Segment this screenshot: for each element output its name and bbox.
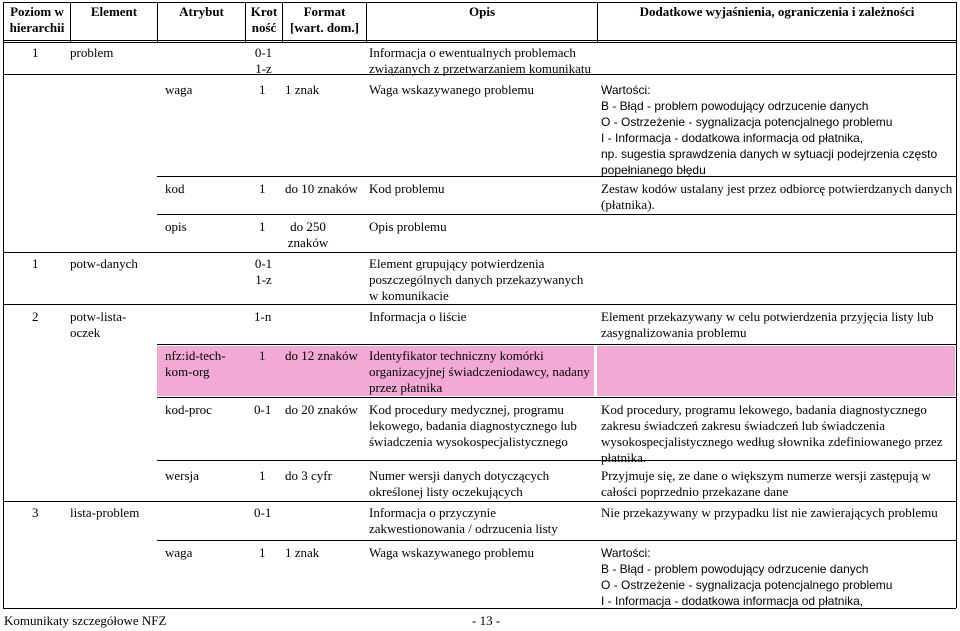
r1-kod-notes: Zestaw kodów ustalany jest przez odbiorcę potwierdzanych danych (płatnika). <box>601 181 953 212</box>
row2-level: 1 <box>32 256 39 271</box>
row1-element: problem <box>70 45 114 60</box>
header-separator <box>3 40 956 41</box>
header-description: Opis <box>468 4 495 19</box>
r4-waga-desc: Waga wskazywanego problemu <box>369 545 535 560</box>
r3-nfz-format: do 12 znaków <box>285 348 358 363</box>
r3-kodproc-format: do 20 znaków <box>285 402 358 417</box>
r3-nfz-attr: nfz:id-tech- kom-org <box>165 348 226 379</box>
r1-waga-notes: Wartości: B - Błąd - problem powodujący odrzucenie danych O - Ostrzeżenie - sygnalizacja potencjalnego problemu I - Informacja - dodatkowa informacja od płatnika, np. sugestia sprawdzenia danych w sytuacji podejrzenia często popełnianego błędu <box>601 83 938 177</box>
r1-kod-attr: kod <box>165 181 185 196</box>
row-line <box>3 501 956 502</box>
r3-wersja-notes: Przyjmuje się, ze dane o większym numerze wersji zastępują w całości poprzednio przekazane dane <box>601 468 931 499</box>
row1-desc: Informacja o ewentualnych problemach związanych z przetwarzaniem komunikatu <box>369 45 591 76</box>
header-level: Poziom w hierarchii <box>9 4 65 35</box>
row3-element: potw-lista- oczek <box>70 309 127 340</box>
row4-element: lista-problem <box>70 505 140 520</box>
row4-level: 3 <box>32 505 39 520</box>
row4-card: 0-1 <box>254 505 272 520</box>
row1-card: 0-1 1-z <box>254 45 273 76</box>
footer-left: Komunikaty szczegółowe NFZ <box>4 613 167 628</box>
r1-kod-card: 1 <box>259 181 266 196</box>
r1-opis-attr: opis <box>165 219 187 234</box>
header-notes: Dodatkowe wyjaśnienia, ograniczenia i zależności <box>639 4 915 19</box>
header-element: Element <box>90 4 138 19</box>
header-cardinality: Krot ność <box>250 4 278 35</box>
header-attribute: Atrybut <box>179 4 224 19</box>
r3-kodproc-attr: kod-proc <box>165 402 212 417</box>
r3-kodproc-desc: Kod procedury medycznej, programu lekowego, badania diagnostycznego lub świadczenia wysokospecjalistycznego <box>369 402 577 449</box>
r3-wersja-card: 1 <box>259 468 266 483</box>
r1-waga-attr: waga <box>165 82 193 97</box>
r1-waga-format: 1 znak <box>285 82 320 97</box>
r3-nfz-card: 1 <box>259 348 266 363</box>
row-line <box>157 214 956 215</box>
row-line <box>157 540 956 541</box>
r4-waga-format: 1 znak <box>285 545 320 560</box>
row2-card: 0-1 1-z <box>254 256 273 287</box>
r1-waga-card: 1 <box>259 82 266 97</box>
row-line <box>3 252 956 253</box>
r3-wersja-desc: Numer wersji danych dotyczących określonej listy oczekujących <box>369 468 550 499</box>
r1-waga-desc: Waga wskazywanego problemu <box>369 82 535 97</box>
r3-wersja-attr: wersja <box>165 468 199 483</box>
table-left-border <box>3 2 4 608</box>
r4-waga-attr: waga <box>165 545 193 560</box>
r1-opis-format: do 250 znaków <box>287 219 329 250</box>
row-line <box>157 344 956 345</box>
r1-kod-desc: Kod problemu <box>369 181 445 196</box>
row3-card: 1-n <box>254 309 272 324</box>
r1-opis-card: 1 <box>259 219 266 234</box>
row-line <box>157 397 956 398</box>
row-line <box>3 304 956 305</box>
r4-waga-card: 1 <box>259 545 266 560</box>
r1-opis-desc: Opis problemu <box>369 219 447 234</box>
row4-notes: Nie przekazywany w przypadku list nie zawierających problemu <box>601 505 938 520</box>
r1-kod-format: do 10 znaków <box>285 181 358 196</box>
r4-waga-notes: Wartości: B - Błąd - problem powodujący odrzucenie danych O - Ostrzeżenie - sygnalizacja potencjalnego problemu I - Informacja - dodatkowa informacja od płatnika, <box>601 546 893 608</box>
header-separator-2 <box>3 42 956 43</box>
row3-notes: Element przekazywany w celu potwierdzenia przyjęcia listy lub zasygnalizowania problemu <box>601 309 934 340</box>
row4-desc: Informacja o przyczynie zakwestionowania / odrzucenia listy <box>369 505 558 536</box>
r3-kodproc-notes: Kod procedury, programu lekowego, badania diagnostycznego zakresu świadczeń zakresu świadczeń lub świadczenia wysokospecjalistycznego według słownika zdefiniowanego przez płatnika. <box>601 402 943 465</box>
row3-level: 2 <box>32 309 39 324</box>
row1-level: 1 <box>32 45 39 60</box>
footer-page-number: - 13 - <box>472 613 501 628</box>
r3-wersja-format: do 3 cyfr <box>285 468 332 483</box>
table-right-border <box>956 2 957 608</box>
header-format: Format [wart. dom.] <box>290 4 359 35</box>
r3-nfz-desc: Identyfikator techniczny komórki organizacyjnej świadczeniodawcy, nadany przez płatnika <box>369 348 590 395</box>
row3-desc: Informacja o liście <box>369 309 467 324</box>
row2-element: potw-danych <box>70 256 138 271</box>
table-top-border <box>3 2 956 3</box>
r3-kodproc-card: 0-1 <box>254 402 272 417</box>
highlight-notes-cell <box>597 346 955 396</box>
row2-desc: Element grupujący potwierdzenia poszczególnych danych przekazywanych w komunikacie <box>369 256 584 303</box>
